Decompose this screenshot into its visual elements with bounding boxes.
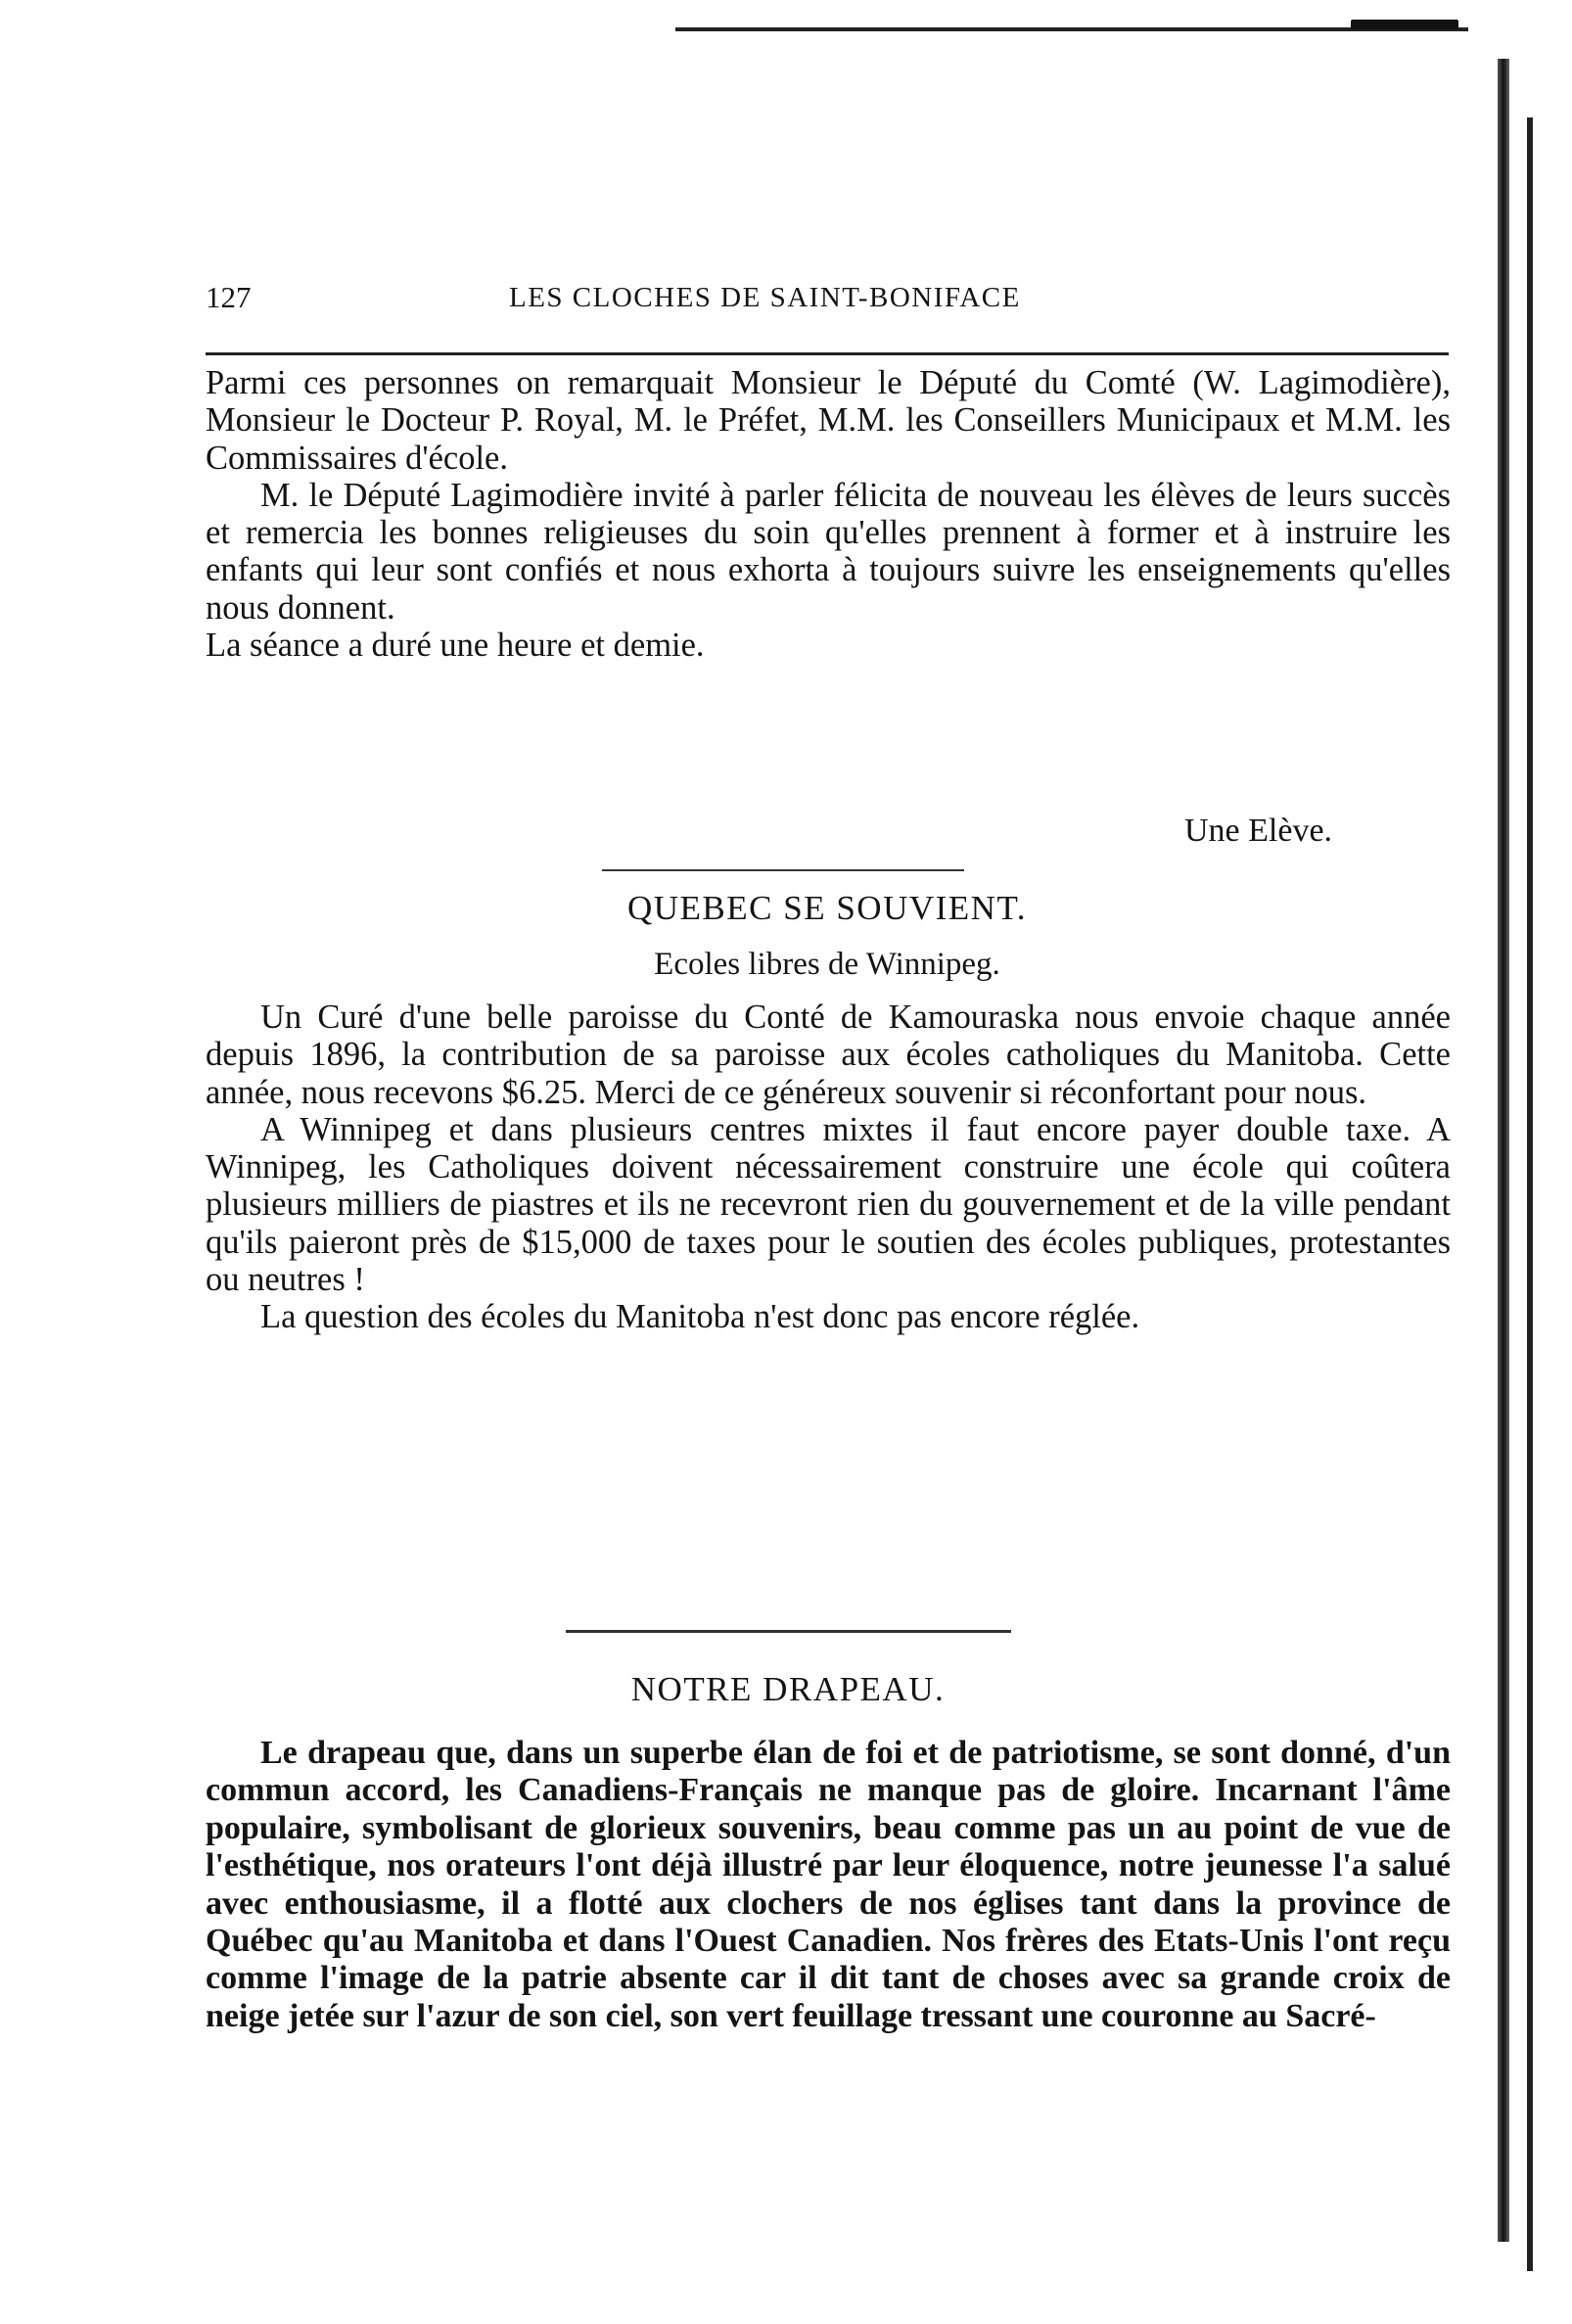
page-edge-shadow: [1498, 59, 1509, 2242]
section-2-body: [206, 999, 1451, 1336]
page-number: 127: [206, 280, 252, 314]
page-top-mark: [1351, 20, 1458, 29]
section-2-subtitle: Ecoles libres de Winnipeg.: [654, 947, 1000, 982]
paragraph: A Winnipeg et dans plusieurs centres mixtes il faut encore payer double taxe. A Winnipeg, les Catholiques doivent nécessairement construire une école qui coûtera plusieurs milliers de piastres et ils ne recevront rien du gouvernement et de la ville pendant qu'ils paieront près de $15,000 de taxes pour le soutien des écoles publiques, protestantes ou neutres !: [206, 1110, 1451, 1299]
header-rule: [206, 352, 1449, 355]
paragraph: Le drapeau que, dans un superbe élan de foi et de patriotisme, se sont donné, d'un commun accord, les Canadiens-Français ne manque pas de gloire. Incarnant l'âme populaire, symbolisant de glorieux souvenirs, beau comme pas un au point de vue de l'esthétique, nos orateurs l'ont déjà illustré par leur éloquence, notre jeunesse l'a salué avec enthousiasme, il a flotté aux clochers de nos églises tant dans la province de Québec qu'au Manitoba et dans l'Ouest Canadien. Nos frères des Etats-Unis l'ont reçu comme l'image de la patrie absente car il dit tant de choses avec sa grande croix de neige jetée sur l'azur de son ciel, son vert feuillage tressant une couronne au Sacré-: [206, 1735, 1451, 2034]
section-3-title: NOTRE DRAPEAU.: [630, 1670, 946, 1708]
paragraph: Un Curé d'une belle paroisse du Conté de Kamouraska nous envoie chaque année depuis 1896, la contribution de sa paroisse aux écoles catholiques du Manitoba. Cette année, nous recevons $6.25. Merci de ce généreux souvenir si réconfortant pour nous.: [206, 999, 1451, 1111]
page-top-rule: [675, 27, 1468, 31]
section-divider: [602, 869, 964, 871]
section-2-title: QUEBEC SE SOUVIENT.: [627, 889, 1027, 927]
section-1-body: [206, 364, 1451, 664]
section-divider: [566, 1630, 1011, 1633]
paragraph: La question des écoles du Manitoba n'est donc pas encore réglée.: [260, 1298, 1140, 1336]
running-title: LES CLOCHES DE SAINT-BONIFACE: [509, 282, 1021, 313]
paragraph: Parmi ces personnes on remarquait Monsieur le Député du Comté (W. Lagimodière), Monsieur le Docteur P. Royal, M. le Préfet, M.M. les Conseillers Municipaux et M.M. les Commissaires d'école.: [206, 364, 1451, 477]
signature: Une Elève.: [1184, 813, 1333, 849]
section-3-body: [206, 1735, 1451, 2035]
page-edge-line: [1527, 117, 1533, 2271]
paragraph: M. le Député Lagimodière invité à parler félicita de nouveau les élèves de leurs succès et remercia les bonnes religieuses du soin qu'elles prennent à former et à instruire les enfants qui leur sont confiés et nous exhorta à toujours suivre les enseignements qu'elles nous donnent.: [206, 476, 1451, 627]
page-header: [206, 276, 1478, 325]
paragraph: La séance a duré une heure et demie.: [206, 627, 705, 665]
